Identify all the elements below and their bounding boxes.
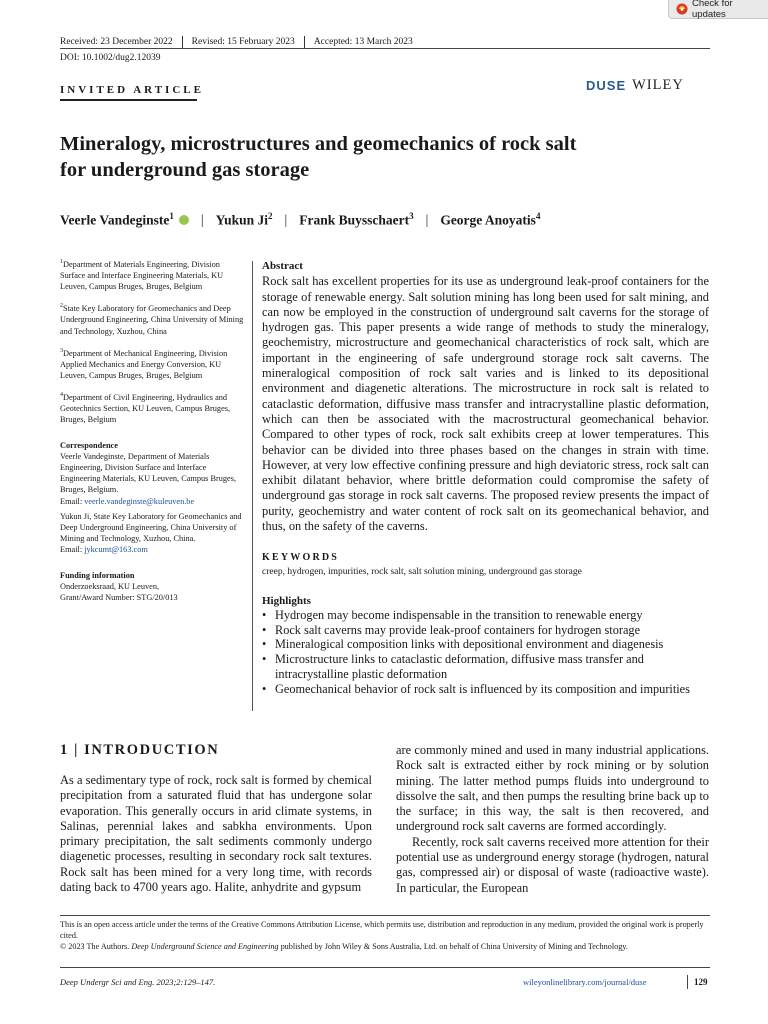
duse-logo: DUSE — [586, 78, 627, 93]
abstract-text: Rock salt has excellent properties for its use as underground leak-proof containers for the storage of renewable energy. Salt solution mining has long been used for salt mining, and can now be employed in the construction of underground salt caverns for the storage of hydrogen gas. This paper presents a wide range of methods to study the mineralogy, geochemistry, microstructure and geomechanical characteristics of rock salt, which are important in the engineering of safe underground storage rock salt caverns. The mineralogical composition of rock salt varies and is linked to its depositional environment and diagenetic alterations. The microstructure in rock salt is related to cataclastic deformation, diffusive mass transfer and intracrystalline plastic deformation, which can then be associated with the macrostructural geomechanical behavior. Compared to other types of rock, rock salt exhibits creep at lower temperatures. This behavior can be divided into three phases based on the changes in strain with time. However, at very low effective confining pressure and high deviatoric stress, rock salt can exhibit dilatant behavior, where brittle deformation could compromise the safety of underground gas storage in rock salt caverns. The proposed review presents the impact of purity, geochemistry and water content of rock salt on its geomechanical behavior, and thus, on the safety of the caverns. — [262, 274, 709, 534]
affiliation: $^1$Department of Materials Engineering, Division Surface and Interface Engineering Materials, KU Leuven, Campus Bruges, Bruges, Belgium — [60, 259, 224, 292]
column-divider — [252, 261, 253, 711]
paragraph: are commonly mined and used in many industrial applications. Rock salt is extracted either by rock mining or by solution mining. The latter method pumps fluids into underground to dissolve the salt, and then pumps the resulting brine back up to the surface; in this way, the salt is then recovered, and underground rock salt caverns are formed accordingly. — [396, 743, 709, 834]
accepted-date: Accepted: 13 March 2023 — [313, 37, 413, 47]
funding-line: Onderzoeksraad, KU Leuven, — [60, 581, 160, 591]
page-number: 129 — [694, 977, 708, 987]
affiliation: $^3$Department of Mechanical Engineering, Division Applied Mechanics and Energy Conversion, KU Leuven, Campus Bruges, Bruges, Belgium — [60, 347, 228, 380]
license-rule — [60, 915, 710, 916]
publisher-logos — [586, 77, 684, 94]
affiliations-sidebar — [60, 257, 245, 603]
article-type-underline — [60, 99, 197, 101]
abstract-heading: Abstract — [262, 260, 303, 272]
paragraph: Recently, rock salt caverns received more attention for their potential use as underground energy storage (hydrogen, natural gas, compressed air) or disposal of waste (radioactive waste). In particular, the European — [396, 834, 709, 895]
abstract — [262, 259, 709, 534]
highlights-list — [262, 608, 709, 696]
journal-citation: Deep Undergr Sci and Eng. 2023;2:129–147. — [60, 977, 216, 987]
paragraph: As a sedimentary type of rock, rock salt is formed by chemical precipitation from a saturated fluid that has undergone solar evaporation. This generally occurs in arid climate systems, in Salinas, perennial lakes and sabkha environments. Upon primary precipitation, the salt sediments commonly undergo diagenetic processes, resulting in secondary rock salt textures. Rock salt has been mined for a very long time, with records dating back to 4700 years ago. Halite, anhydrite and gypsum — [60, 773, 372, 895]
author[interactable]: Veerle Vandeginste$^1$ — [60, 211, 174, 228]
title-line: Mineralogy, microstructures and geomechanics of rock salt — [60, 133, 577, 155]
copyright-text: © 2023 The Authors. Deep Underground Science and Engineering published by John Wiley & Sons Australia, Ltd. on behalf of China University of Mining and Technology. — [60, 942, 628, 952]
author-separator: | — [425, 211, 429, 227]
author-separator: | — [284, 211, 288, 227]
journal-url-link[interactable]: wileyonlinelibrary.com/journal/duse — [523, 977, 647, 987]
article-history — [60, 36, 413, 48]
correspondence-entry: Veerle Vandeginste, Department of Materials Engineering, Division Surface and Interface Engineering Materials, KU Leuven, Campus Bruges, Bruges, Belgium. Email: veerle.vandeginste@kuleuven.be — [60, 451, 237, 506]
author[interactable]: George Anoyatis$^4$ — [440, 211, 541, 228]
author[interactable]: Yukun Ji$^2$ — [215, 211, 273, 228]
affiliation: $^2$State Key Laboratory for Geomechanics and Deep Underground Engineering, China University of Mining and Technology, Xuzhou, China — [60, 303, 244, 336]
history-divider — [304, 36, 305, 48]
page-number-divider — [687, 975, 688, 989]
license-notice — [60, 919, 710, 952]
highlight-item: • Geomechanical behavior of rock salt is influenced by its composition and impurities — [262, 682, 709, 697]
author-separator: | — [200, 211, 204, 227]
history-divider — [182, 36, 183, 48]
article-type: INVITED ARTICLE — [60, 84, 204, 96]
doi[interactable]: DOI: 10.1002/dug2.12039 — [60, 53, 161, 63]
footer-rule — [60, 967, 710, 968]
header-rule — [60, 48, 710, 49]
section-heading: 1 | INTRODUCTION — [60, 742, 220, 758]
received-date: Received: 23 December 2022 — [60, 37, 173, 47]
email-link[interactable]: jykcumt@163.com — [84, 545, 148, 555]
correspondence-entry: Yukun Ji, State Key Laboratory for Geomechanics and Deep Underground Engineering, China University of Mining and Technology, Xuzhou, China. Email: jykcumt@163.com — [60, 511, 242, 555]
article-title — [60, 131, 710, 183]
funding-heading: Funding information — [60, 570, 135, 580]
highlight-item: • Hydrogen may become indispensable in the transition to renewable energy — [262, 608, 709, 623]
highlights-heading: Highlights — [262, 595, 311, 607]
orcid-icon[interactable] — [179, 215, 189, 225]
revised-date: Revised: 15 February 2023 — [191, 37, 295, 47]
highlight-item: • Rock salt caverns may provide leak-proof containers for hydrogen storage — [262, 623, 709, 638]
check-for-updates-button[interactable] — [668, 0, 768, 19]
author[interactable]: Frank Buysschaert$^3$ — [299, 211, 414, 228]
wiley-logo: WILEY — [632, 77, 684, 93]
body-column-right — [396, 743, 709, 896]
highlight-item: • Microstructure links to cataclastic deformation, diffusive mass transfer and intracrystalline plastic deformation — [262, 652, 709, 681]
keywords-heading: KEYWORDS — [262, 552, 340, 563]
funding-line: Grant/Award Number: STG/20/013 — [60, 592, 178, 602]
check-for-updates-label: Check for updates — [692, 0, 733, 20]
license-text: This is an open access article under the terms of the Creative Commons Attribution License, which permits use, distribution and reproduction in any medium, provided the original work is properly cited. — [60, 920, 704, 941]
affiliation: $^4$Department of Civil Engineering, Hydraulics and Geotechnics Section, KU Leuven, Campus Bruges, Bruges, Belgium — [60, 392, 231, 425]
author-list — [60, 211, 540, 229]
update-badge-icon — [676, 3, 688, 15]
highlight-item: • Mineralogical composition links with depositional environment and diagenesis — [262, 637, 709, 652]
email-link[interactable]: veerle.vandeginste@kuleuven.be — [84, 496, 195, 506]
title-line: for underground gas storage — [60, 159, 310, 181]
body-column-left — [60, 773, 372, 895]
keywords-text: creep, hydrogen, impurities, rock salt, salt solution mining, underground gas storage — [262, 567, 582, 577]
correspondence-heading: Correspondence — [60, 440, 118, 450]
